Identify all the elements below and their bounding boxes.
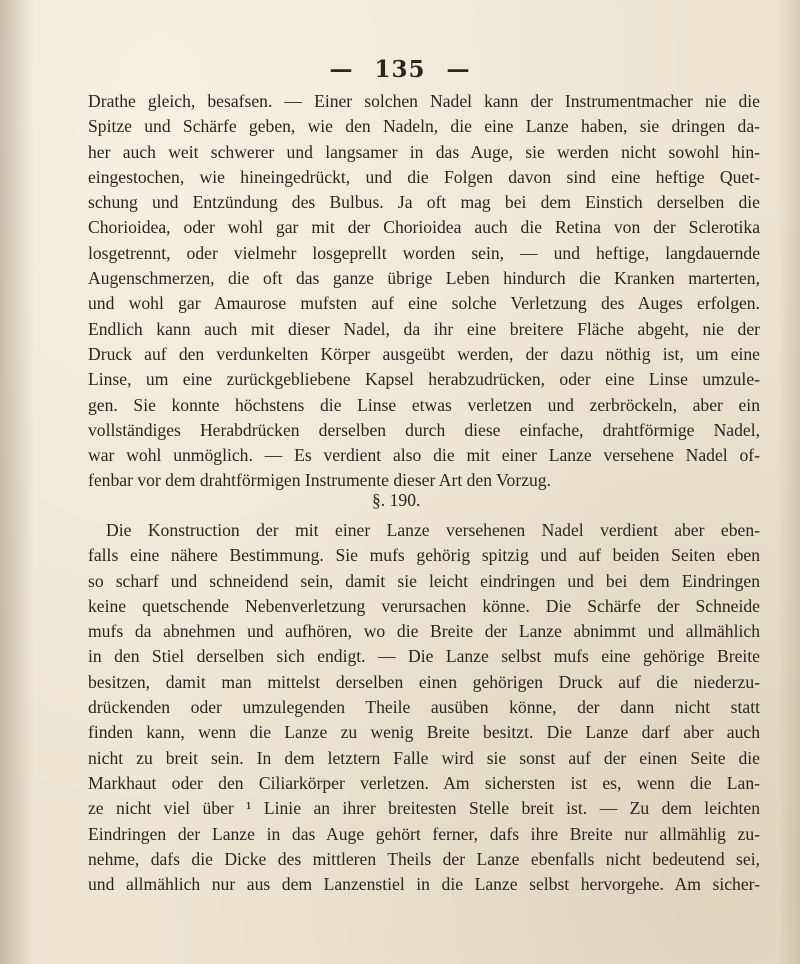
- text-line: nehme, dafs die Dicke des mittleren Theils der Lanze ebenfalls nicht bedeutend sei,: [88, 848, 760, 869]
- text-line: und wohl gar Amaurose mufsten auf eine solche Verletzung des Auges erfolgen.: [88, 293, 760, 314]
- edge-shadow: [778, 0, 800, 964]
- text-line: Augenschmerzen, die oft das ganze übrige Leben hindurch die Kranken marterten,: [88, 268, 760, 289]
- text-line: Spitze und Schärfe geben, wie den Nadeln, die eine Lanze haben, sie dringen da-: [88, 116, 760, 137]
- text-line: eingestochen, wie hineingedrückt, und die Folgen davon sind eine heftige Quet-: [88, 166, 760, 187]
- text-line: Markhaut oder den Ciliarkörper verletzen. Am sichersten ist es, wenn die Lan-: [88, 772, 760, 793]
- text-line: mufs da abnehmen und aufhören, wo die Breite der Lanze abnimmt und allmählich: [88, 621, 760, 642]
- text-line: falls eine nähere Bestimmung. Sie mufs gehörig spitzig und auf beiden Seiten eben: [88, 545, 760, 566]
- text-line: nicht zu breit sein. In dem letztern Falle wird sie sonst auf der einen Seite die: [88, 747, 760, 768]
- text-line: so scharf und schneidend sein, damit sie leicht eindringen und bei dem Eindringen: [88, 570, 760, 591]
- text-line: Druck auf den verdunkelten Körper ausgeübt werden, der dazu nöthig ist, um eine: [88, 343, 760, 364]
- text-line: finden kann, wenn die Lanze zu wenig Breite besitzt. Die Lanze darf aber auch: [88, 722, 760, 743]
- text-line: Eindringen der Lanze in das Auge gehört ferner, dafs ihre Breite nur allmählig zu-: [88, 823, 760, 844]
- header-dash-left: —: [329, 56, 354, 83]
- text-line: schung und Entzündung des Bulbus. Ja oft mag bei dem Einstich derselben die: [88, 192, 760, 213]
- header-dash-right: —: [446, 56, 471, 83]
- text-line: in den Stiel derselben sich endigt. — Die Lanze selbst mufs eine gehörige Breite: [88, 646, 760, 667]
- text-line: her auch weit schwerer und langsamer in das Auge, sie werden nicht sowohl hin-: [88, 141, 760, 162]
- text-line: ze nicht viel über ¹ Linie an ihrer breitesten Stelle breit ist. — Zu dem leichten: [88, 798, 760, 819]
- gutter-shadow: [0, 0, 34, 964]
- section-heading: §. 190.: [372, 490, 421, 510]
- text-line: Chorioidea, oder wohl gar mit der Chorioidea auch die Retina von der Sclerotika: [88, 217, 760, 238]
- text-line: vollständiges Herabdrücken derselben durch diese einfache, drahtförmige Nadel,: [88, 419, 760, 440]
- page-header: [0, 56, 800, 83]
- text-line: und allmählich nur aus dem Lanzenstiel in die Lanze selbst hervorgehe. Am sicher-: [88, 874, 760, 895]
- text-line: Drathe gleich, besafsen. — Einer solchen Nadel kann der Instrumentmacher nie die: [88, 91, 760, 111]
- text-line: Linse, um eine zurückgebliebene Kapsel herabzudrücken, oder eine Linse umzule-: [88, 369, 760, 390]
- text-line: losgetrennt, oder vielmehr losgeprellt worden sein, — und heftige, langdauernde: [88, 242, 760, 263]
- text-line: drückenden oder umzulegenden Theile ausüben könne, der dann nicht statt: [88, 697, 760, 718]
- text-line: Die Konstruction der mit einer Lanze versehenen Nadel verdient aber eben-: [106, 520, 760, 540]
- text-line: besitzen, damit man mittelst derselben einen gehörigen Druck auf die niederzu-: [88, 671, 760, 692]
- text-line: fenbar vor dem drahtförmigen Instrumente dieser Art den Vorzug.: [88, 470, 552, 491]
- text-line: gen. Sie konnte höchstens die Linse etwas verletzen und zerbröckeln, aber ein: [88, 394, 760, 415]
- text-line: keine quetschende Nebenverletzung verursachen könne. Die Schärfe der Schneide: [88, 595, 760, 616]
- paragraph-2: [88, 518, 760, 897]
- page-number: 135: [374, 56, 426, 83]
- text-line: Endlich kann auch mit dieser Nadel, da ihr eine breitere Fläche abgeht, nie der: [88, 318, 760, 339]
- paragraph-1: [88, 89, 760, 494]
- text-line: war wohl unmöglich. — Es verdient also die mit einer Lanze versehene Nadel of-: [88, 445, 760, 466]
